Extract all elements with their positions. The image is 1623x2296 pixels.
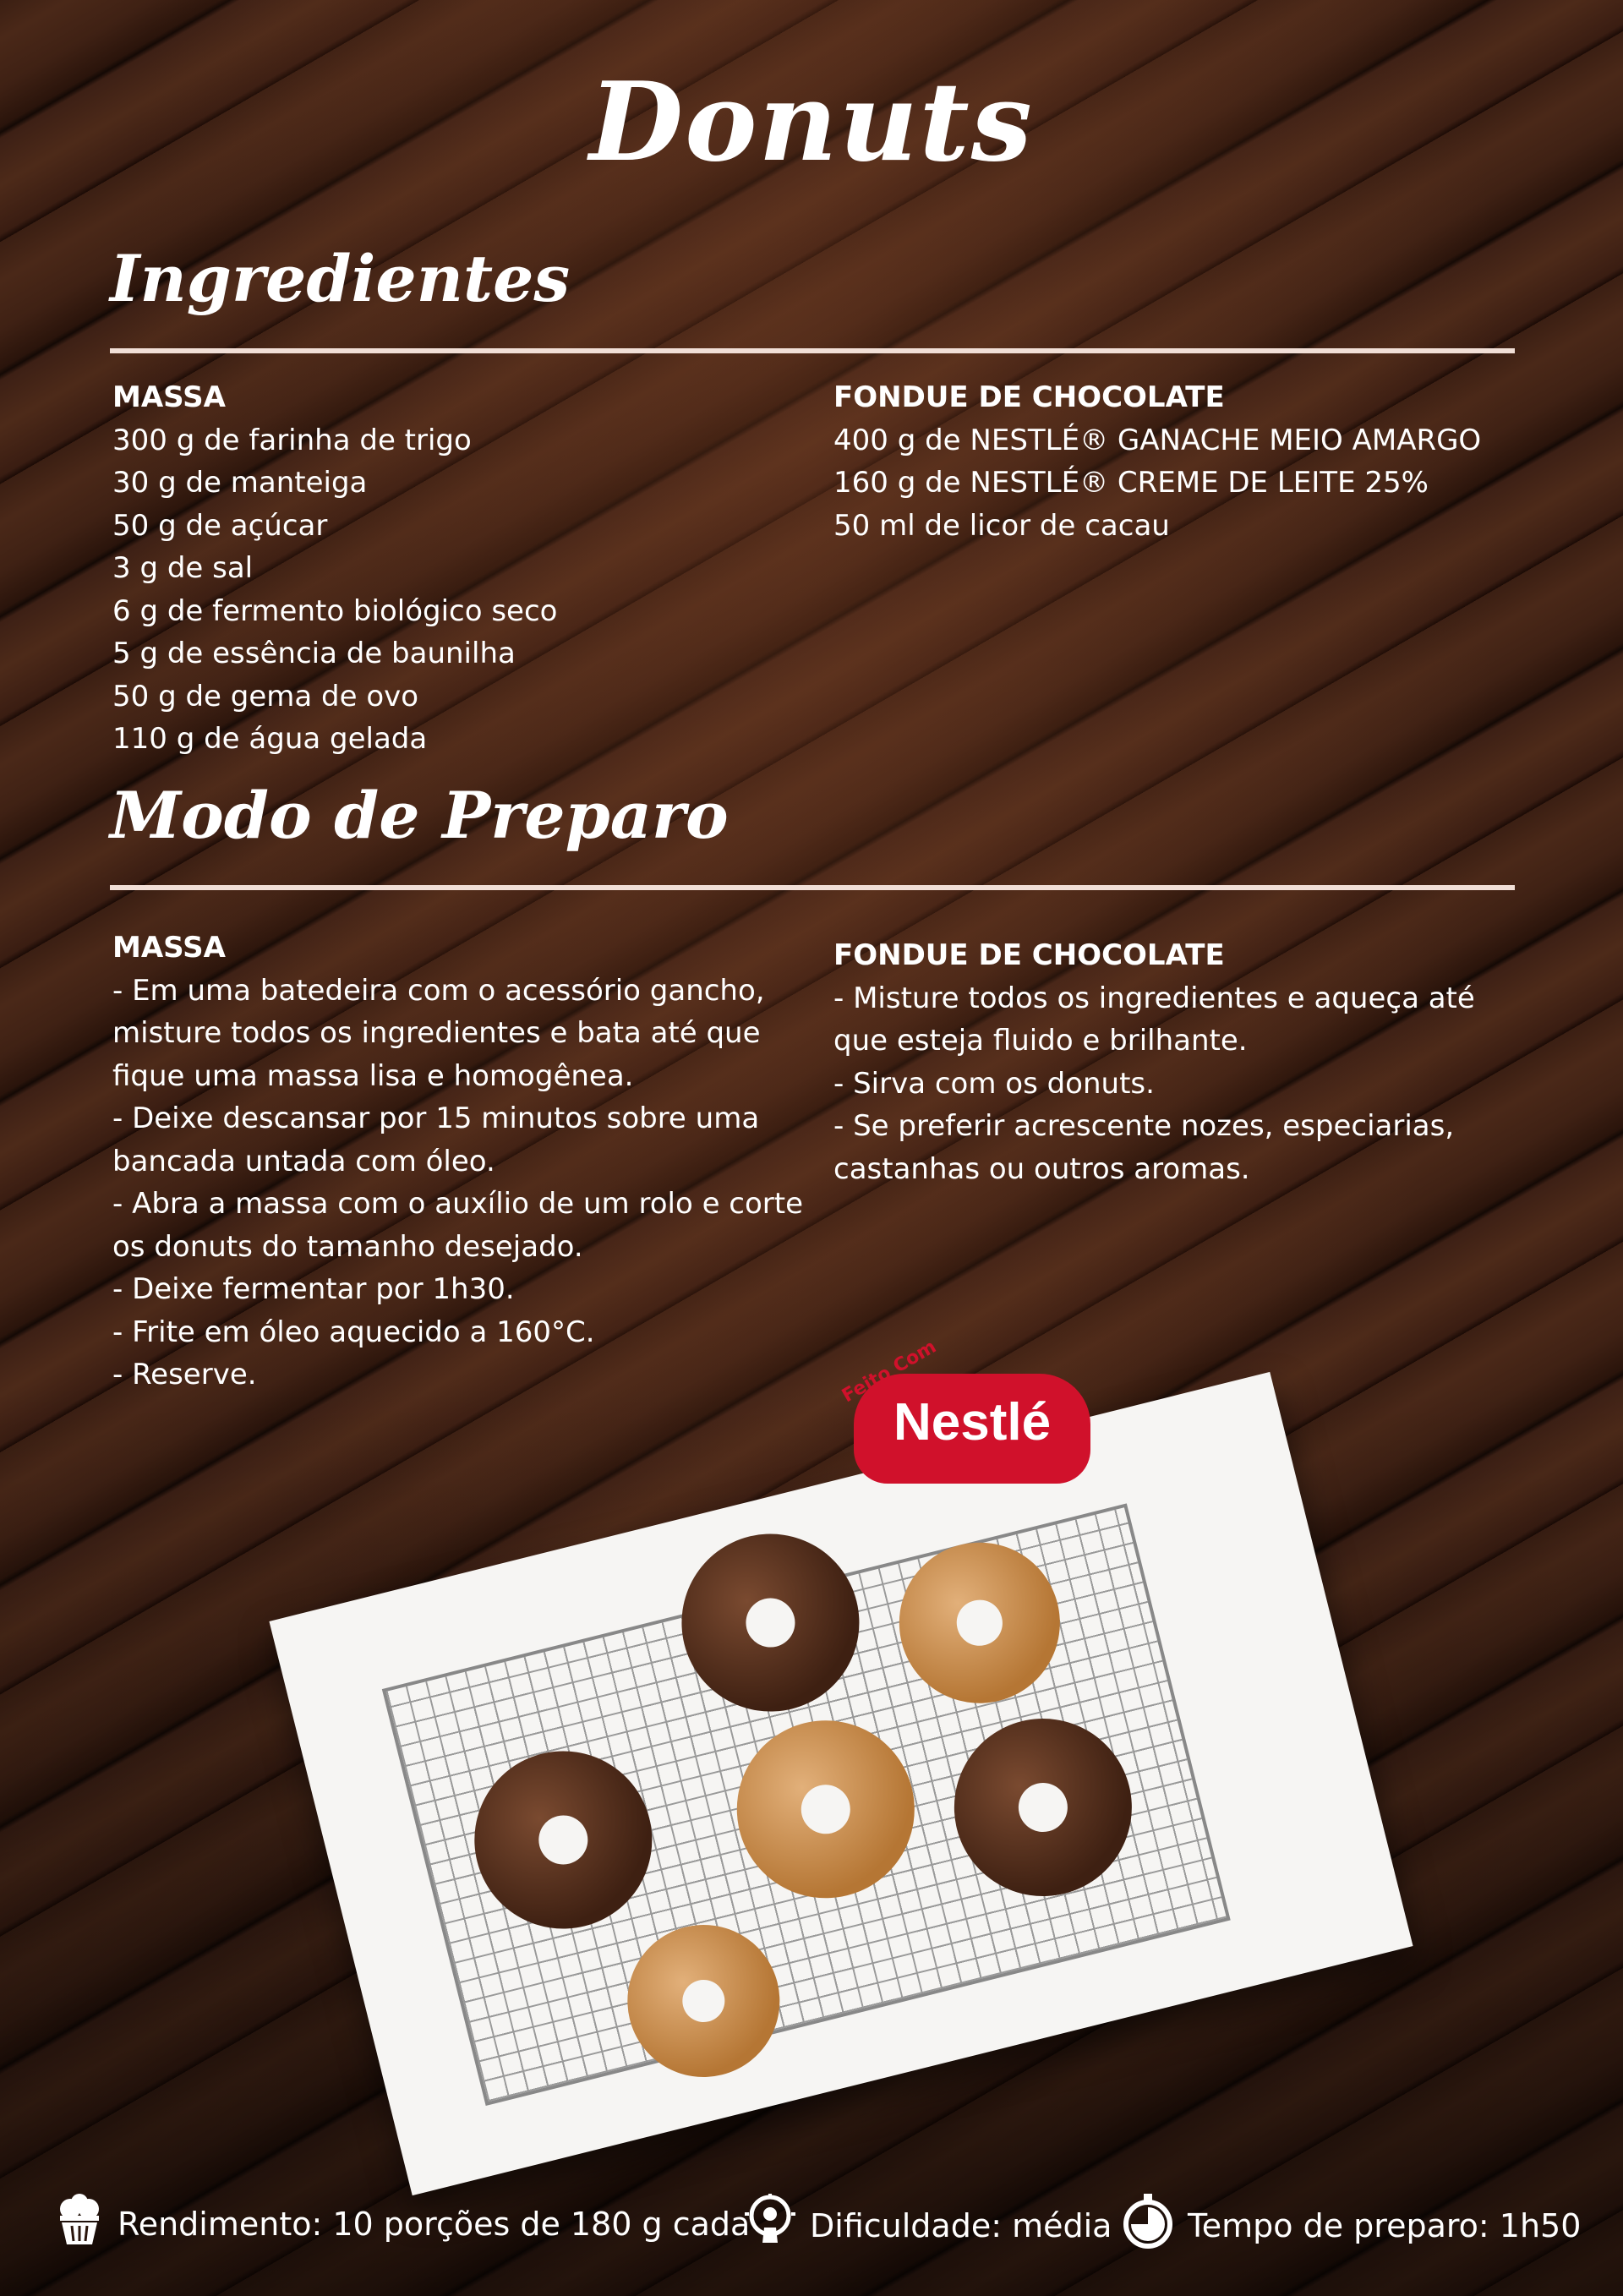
yield-text: Rendimento: 10 porções de 180 g cada — [117, 2205, 751, 2243]
preparation-massa-title: MASSA — [112, 931, 226, 965]
difficulty-text: Dificuldade: média — [810, 2206, 1112, 2244]
preparation-step: - Frite em óleo aquecido a 160°C. — [112, 1315, 595, 1349]
ingredients-fondue — [833, 376, 1527, 547]
preparation-divider — [110, 885, 1515, 890]
footer-time — [1122, 2194, 1581, 2257]
footer-difficulty — [744, 2194, 1112, 2257]
donuts-photo — [269, 1372, 1413, 2195]
preparation-step: - Abra a massa com o auxílio de um rolo e corte os donuts do tamanho desejado. — [112, 1187, 804, 1264]
ingredients-massa-title: MASSA — [112, 380, 226, 414]
ingredients-fondue-title: FONDUE DE CHOCOLATE — [833, 380, 1225, 414]
ingredient-item: 110 g de água gelada — [112, 722, 428, 756]
ingredient-item: 3 g de sal — [112, 551, 254, 585]
preparation-step: - Sirva com os donuts. — [833, 1066, 1155, 1101]
ingredient-item: 300 g de farinha de trigo — [112, 423, 472, 457]
preparation-massa — [112, 927, 810, 1397]
ingredient-item: 6 g de fermento biológico seco — [112, 593, 558, 628]
ingredients-heading: Ingredientes — [110, 241, 571, 316]
ingredient-item: 5 g de essência de baunilha — [112, 637, 516, 670]
preparation-heading: Modo de Preparo — [110, 778, 729, 853]
preparation-step: - Misture todos os ingredientes e aqueça até que esteja fluido e brilhante. — [833, 981, 1475, 1058]
logo-brand: Nestlé — [893, 1393, 1052, 1451]
preparation-step: - Reserve. — [112, 1358, 257, 1391]
preparation-fondue-steps — [833, 977, 1527, 1191]
nestle-logo — [839, 1336, 1090, 1484]
ingredient-item: 50 ml de licor de cacau — [833, 508, 1170, 543]
preparation-massa-steps — [112, 970, 810, 1397]
ingredients-divider — [110, 348, 1515, 353]
ingredient-item: 50 g de açúcar — [112, 508, 328, 543]
preparation-step: - Deixe fermentar por 1h30. — [112, 1272, 515, 1306]
cupcake-icon — [55, 2194, 104, 2254]
ingredient-item: 400 g de NESTLÉ® GANACHE MEIO AMARGO — [833, 423, 1482, 457]
recipe-title: Donuts — [589, 59, 1034, 186]
preparation-step: - Se preferir acrescente nozes, especiarias, castanhas ou outros aromas. — [833, 1109, 1455, 1186]
preparation-step: - Em uma batedeira com o acessório gancho, misture todos os ingredientes e bata até que fique uma massa lisa e homogênea. — [112, 973, 765, 1093]
logo-subtitle: Feito Com — [839, 1336, 941, 1408]
preparation-step: - Deixe descansar por 15 minutos sobre uma bancada untada com óleo. — [112, 1102, 760, 1178]
ingredients-fondue-list — [833, 419, 1527, 548]
timer-icon — [1122, 2194, 1174, 2257]
footer-yield — [55, 2194, 750, 2254]
ingredients-massa-list — [112, 419, 789, 761]
ingredient-item: 160 g de NESTLÉ® CREME DE LEITE 25% — [833, 466, 1429, 500]
ingredients-massa — [112, 376, 789, 761]
lightbulb-head-icon — [744, 2194, 796, 2257]
ingredient-item: 50 g de gema de ovo — [112, 679, 419, 713]
ingredient-item: 30 g de manteiga — [112, 466, 368, 500]
preparation-fondue — [833, 934, 1527, 1190]
preparation-fondue-title: FONDUE DE CHOCOLATE — [833, 938, 1225, 972]
time-text: Tempo de preparo: 1h50 — [1188, 2206, 1582, 2244]
